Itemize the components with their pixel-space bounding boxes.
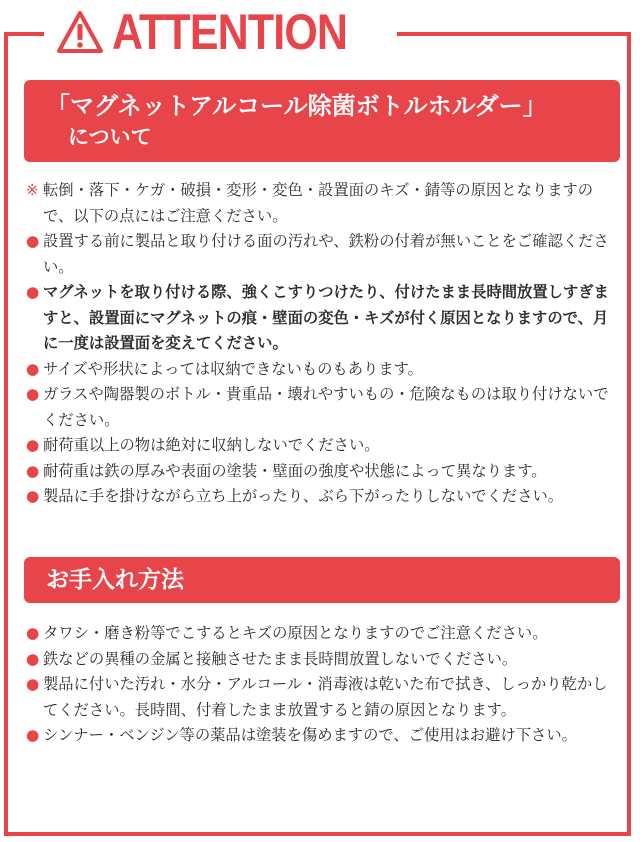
bullet-icon: ● [26,624,40,642]
list-item [26,723,618,749]
bullet-icon: ● [26,436,40,454]
section-heading-care: お手入れ方法 [24,557,620,603]
title-block [44,2,397,62]
list-item-text: 転倒・落下・ケガ・破損・変形・変色・設置面のキズ・錆等の原因となりますので、以下の点にはご注意ください。 [43,181,594,225]
list-item-text: マグネットを取り付ける際、強くこすりつけたり、付けたまま長時間放置しすぎますと、設置面にマグネットの痕・壁面の変色・キズが付く原因となりますので、月に一度は設置面を変えてください。 [43,283,609,352]
list-item-text: シンナー・ベンジン等の薬品は塗装を傷めますので、ご使用はお避け下さい。 [43,726,577,744]
precautions-list [26,178,618,510]
list-item-text: 設置する前に製品と取り付ける面の汚れや、鉄粉の付着が無いことをご確認ください。 [43,232,609,276]
section-heading-line2: について [68,125,152,149]
bullet-icon: ● [26,649,40,668]
list-item [26,382,618,433]
bullet-icon: ● [26,359,40,378]
bullet-icon: ● [26,385,40,403]
list-item [26,433,618,459]
section-heading-precautions [24,80,620,162]
list-item [26,280,618,357]
list-item-text: 鉄などの異種の金属と接触させたまま長時間放置しないでください。 [43,649,518,668]
list-item-text: 製品に付いた汚れ・水分・アルコール・消毒液は乾いた布で拭き、しっかり乾かしてください。長時間、付着したまま放置すると錆の原因となります。 [43,675,608,719]
list-item [26,229,618,280]
list-item-text: 製品に手を掛けながら立ち上がったり、ぶら下がったりしないでください。 [43,487,564,505]
bullet-icon: ● [26,726,40,744]
list-item-text: ガラスや陶器製のボトル・貴重品・壊れやすいもの・危険なものは取り付けないでください。 [43,385,609,429]
page-title: ATTENTION [112,4,348,60]
list-item [26,459,618,485]
list-item-text: タワシ・磨き粉等でこするとキズの原因となりますのでご注意ください。 [43,624,548,642]
list-item [26,672,618,723]
list-item [26,357,618,383]
care-list [26,621,618,749]
list-item [26,621,618,647]
bullet-icon: ● [26,487,40,505]
list-item-text: 耐荷重以上の物は絶対に収納しないでください。 [43,436,380,454]
bullet-icon: ● [26,675,40,693]
bullet-icon: ● [26,232,40,250]
bullet-icon: ● [26,461,40,480]
list-item-text: 耐荷重は鉄の厚みや表面の塗装・壁面の強度や状態によって異なります。 [43,461,547,480]
list-item [26,178,618,229]
warning-triangle-icon [56,9,104,55]
note-icon: ※ [26,181,39,199]
section-heading-line1: 「マグネットアルコール除菌ボトルホルダー」 [46,92,547,120]
list-item [26,647,618,673]
list-item [26,484,618,510]
bullet-icon: ● [26,283,40,301]
list-item-text: サイズや形状によっては収納できないものもあります。 [43,359,423,378]
